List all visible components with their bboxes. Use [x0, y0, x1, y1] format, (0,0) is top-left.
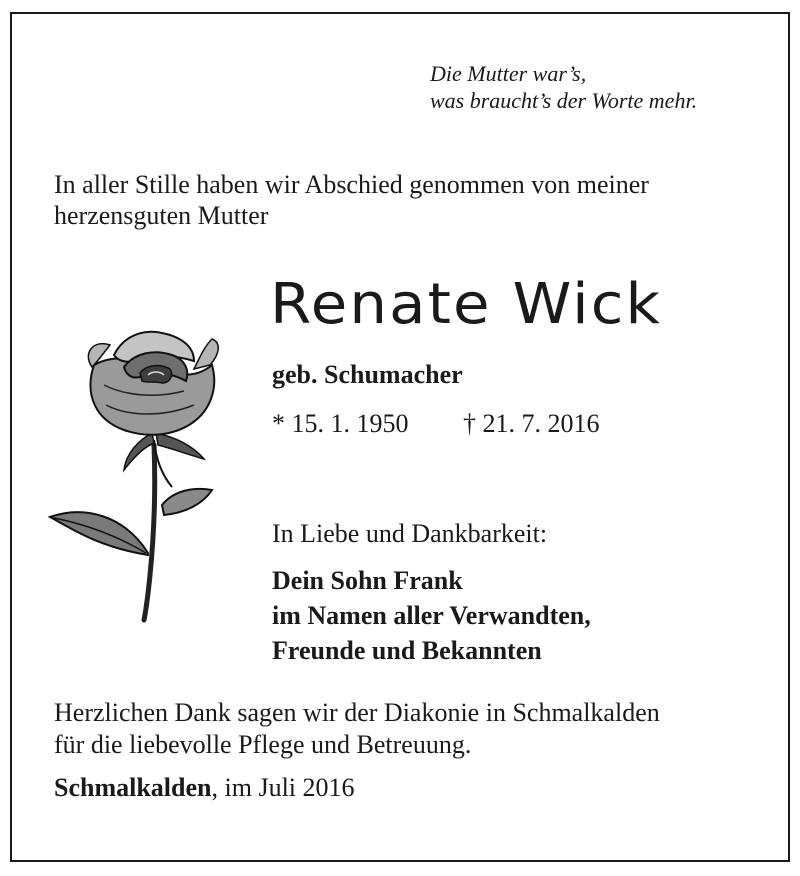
- closing-thanks: [54, 697, 774, 761]
- motto-line-1: Die Mutter war’s,: [430, 61, 587, 86]
- death-date: † 21. 7. 2016: [463, 409, 600, 438]
- mourner-line: im Namen aller Verwandten,: [272, 601, 591, 630]
- closing-line-2: für die liebevolle Pflege und Betreuung.: [54, 730, 472, 759]
- thanks-label: In Liebe und Dankbarkeit:: [272, 519, 548, 548]
- maiden-name: geb. Schumacher: [272, 360, 463, 389]
- rose-icon: [44, 325, 244, 625]
- motto-quote: [430, 60, 697, 114]
- mourner-line: Freunde und Bekannten: [272, 636, 542, 665]
- mourner-line: Dein Sohn Frank: [272, 566, 463, 595]
- place-name: Schmalkalden: [54, 773, 212, 802]
- place-and-date: [54, 773, 355, 803]
- date-text: , im Juli 2016: [211, 773, 355, 802]
- mourners-list: [272, 563, 591, 668]
- life-dates: [272, 409, 600, 439]
- birth-date: * 15. 1. 1950: [272, 409, 409, 438]
- motto-line-2: was braucht’s der Worte mehr.: [430, 88, 698, 113]
- intro-text: In aller Stille haben wir Abschied genommen von meiner herzensguten Mutter: [54, 170, 649, 230]
- closing-line-1: Herzlichen Dank sagen wir der Diakonie in Schmalkalden: [54, 698, 660, 727]
- deceased-name: Renate Wick: [270, 272, 662, 337]
